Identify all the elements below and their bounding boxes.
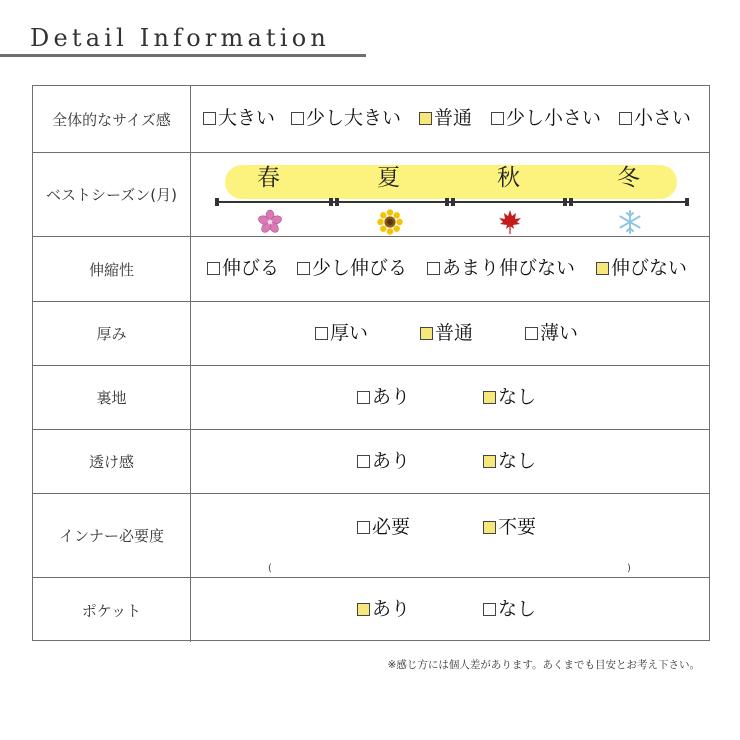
month-tick bbox=[563, 198, 567, 206]
row-value bbox=[191, 86, 709, 152]
option-sheer-0 bbox=[357, 449, 411, 472]
option-thickness-0 bbox=[315, 321, 369, 344]
checkbox-checked bbox=[483, 455, 496, 468]
option-size-1 bbox=[291, 109, 401, 128]
option-label: なし bbox=[498, 598, 537, 620]
option-pocket-0 bbox=[357, 600, 410, 619]
season-autumn: 秋 bbox=[497, 165, 520, 191]
option-label: 普通 bbox=[434, 107, 473, 129]
option-inner-1 bbox=[483, 518, 536, 537]
checkbox-checked bbox=[596, 262, 609, 275]
checkbox-checked bbox=[357, 603, 370, 616]
flower-icon bbox=[257, 209, 283, 235]
option-inner-0 bbox=[357, 518, 410, 537]
option-size-3 bbox=[491, 109, 601, 128]
option-label: 少し小さい bbox=[506, 107, 602, 129]
checkbox-checked bbox=[483, 391, 496, 404]
checkbox-empty bbox=[357, 521, 370, 534]
option-size-4 bbox=[619, 109, 691, 128]
row-lining bbox=[33, 366, 709, 430]
option-label: あり bbox=[372, 449, 411, 472]
disclaimer-note: ※感じ方には個人差があります。あくまでも目安とお考え下さい。 bbox=[387, 659, 700, 671]
month-tick bbox=[445, 198, 449, 206]
row-value bbox=[191, 430, 709, 493]
checkbox-checked bbox=[483, 521, 496, 534]
row-label: 全体的なサイズ感 bbox=[33, 86, 191, 152]
checkbox-empty bbox=[491, 112, 504, 125]
option-thickness-1 bbox=[420, 321, 474, 344]
row-label: 伸縮性 bbox=[33, 237, 191, 301]
row-value bbox=[191, 366, 709, 429]
option-lining-0 bbox=[357, 385, 411, 408]
option-stretch-2 bbox=[427, 259, 575, 278]
row-value bbox=[191, 494, 709, 577]
row-stretch bbox=[33, 237, 709, 302]
month-tick bbox=[569, 198, 573, 206]
checkbox-checked bbox=[419, 112, 432, 125]
option-thickness-2 bbox=[525, 321, 579, 344]
snowflake-icon bbox=[617, 209, 643, 235]
option-stretch-1 bbox=[297, 259, 407, 278]
checkbox-empty bbox=[427, 262, 440, 275]
row-pocket bbox=[33, 578, 709, 642]
row-sheer bbox=[33, 430, 709, 494]
row-label: ポケット bbox=[33, 578, 191, 642]
option-label: あまり伸びない bbox=[442, 257, 576, 279]
row-value bbox=[191, 237, 709, 301]
checkbox-empty bbox=[297, 262, 310, 275]
open-paren: ( bbox=[268, 563, 272, 574]
option-pocket-1 bbox=[483, 600, 536, 619]
checkbox-empty bbox=[525, 327, 538, 340]
row-label: 裏地 bbox=[33, 366, 191, 429]
option-lining-1 bbox=[483, 385, 537, 408]
option-label: 少し伸びる bbox=[312, 257, 408, 279]
row-inner bbox=[33, 494, 709, 578]
option-label: 不要 bbox=[498, 516, 537, 538]
section-heading: Detail Information bbox=[30, 24, 331, 52]
row-label: インナー必要度 bbox=[33, 494, 191, 577]
month-tick bbox=[215, 198, 219, 206]
row-size bbox=[33, 86, 709, 153]
checkbox-empty bbox=[315, 327, 328, 340]
checkbox-empty bbox=[291, 112, 304, 125]
row-label: 透け感 bbox=[33, 430, 191, 493]
row-value bbox=[191, 578, 709, 642]
month-tick bbox=[451, 198, 455, 206]
option-label: あり bbox=[372, 598, 411, 620]
checkbox-empty bbox=[483, 603, 496, 616]
season-chart bbox=[191, 153, 709, 236]
checkbox-checked bbox=[420, 327, 433, 340]
row-thickness bbox=[33, 302, 709, 366]
option-label: 少し大きい bbox=[306, 107, 402, 129]
row-season bbox=[33, 153, 709, 237]
close-paren: ) bbox=[627, 563, 631, 574]
month-tick bbox=[335, 198, 339, 206]
option-label: 薄い bbox=[540, 321, 579, 344]
option-label: 厚い bbox=[330, 321, 369, 344]
option-size-2 bbox=[419, 109, 472, 128]
maple-leaf-icon bbox=[497, 209, 523, 235]
option-label: あり bbox=[372, 385, 411, 408]
row-label: ベストシーズン(月) bbox=[33, 153, 191, 236]
checkbox-empty bbox=[357, 391, 370, 404]
option-label: なし bbox=[498, 449, 537, 472]
option-stretch-3 bbox=[596, 259, 687, 278]
option-sheer-1 bbox=[483, 449, 537, 472]
row-label: 厚み bbox=[33, 302, 191, 365]
month-tick bbox=[685, 198, 689, 206]
option-label: 小さい bbox=[634, 107, 692, 129]
option-label: 必要 bbox=[372, 516, 411, 538]
season-summer: 夏 bbox=[377, 165, 400, 191]
option-label: なし bbox=[498, 385, 537, 408]
option-stretch-0 bbox=[207, 259, 279, 278]
sunflower-icon bbox=[377, 209, 403, 235]
season-spring: 春 bbox=[257, 165, 280, 191]
row-value bbox=[191, 302, 709, 365]
detail-table bbox=[32, 85, 710, 641]
heading-underline bbox=[0, 54, 366, 57]
option-label: 普通 bbox=[435, 321, 474, 344]
checkbox-empty bbox=[619, 112, 632, 125]
option-size-0 bbox=[203, 109, 275, 128]
checkbox-empty bbox=[207, 262, 220, 275]
option-label: 伸びない bbox=[611, 257, 688, 279]
season-winter: 冬 bbox=[617, 165, 640, 191]
option-label: 大きい bbox=[218, 107, 276, 129]
checkbox-empty bbox=[357, 455, 370, 468]
season-highlight-bar bbox=[225, 165, 677, 199]
month-tick bbox=[329, 198, 333, 206]
option-label: 伸びる bbox=[222, 257, 280, 279]
checkbox-empty bbox=[203, 112, 216, 125]
